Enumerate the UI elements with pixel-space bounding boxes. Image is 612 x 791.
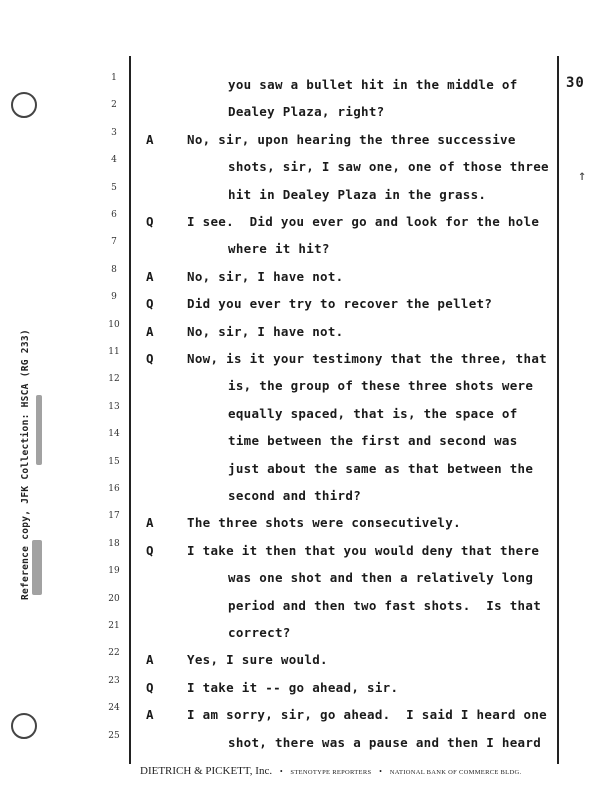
line-number: 7: [111, 237, 117, 247]
right-margin-rule: [557, 56, 559, 764]
speaker-label: Q: [146, 680, 154, 695]
speaker-label: Q: [146, 543, 154, 558]
transcript-line: shot, there was a pause and then I heard: [228, 735, 542, 750]
line-number: 22: [108, 648, 120, 658]
line-number: 18: [108, 539, 120, 549]
speaker-label: Q: [146, 214, 154, 229]
transcript-line: second and third?: [228, 488, 362, 503]
line-number: 19: [108, 566, 120, 576]
separator-dot: •: [279, 767, 283, 776]
line-number: 12: [108, 374, 120, 384]
transcript-line: Did you ever try to recover the pellet?: [187, 296, 493, 311]
transcript-line: I take it then that you would deny that there: [187, 543, 540, 558]
speaker-label: Q: [146, 351, 154, 366]
transcript-line: The three shots were consecutively.: [187, 515, 461, 530]
line-number: 13: [108, 402, 120, 412]
separator-dot: •: [379, 767, 382, 776]
speaker-label: A: [146, 269, 154, 284]
transcript-line: No, sir, I have not.: [187, 324, 344, 339]
transcript-line: No, sir, upon hearing the three successive: [187, 132, 516, 147]
line-number: 1: [111, 73, 117, 83]
line-number: 21: [108, 621, 120, 631]
transcript-line: No, sir, I have not.: [187, 269, 344, 284]
speaker-label: A: [146, 132, 154, 147]
transcript-line: you saw a bullet hit in the middle of: [228, 77, 518, 92]
line-number: 6: [111, 210, 117, 220]
reporter-footer: [140, 765, 560, 777]
line-number: 4: [111, 155, 117, 165]
transcript-line: I am sorry, sir, go ahead. I said I heard one: [187, 707, 547, 722]
punch-hole-icon: [11, 713, 37, 739]
line-number: 20: [108, 594, 120, 604]
line-number: 17: [108, 511, 120, 521]
speaker-label: A: [146, 324, 154, 339]
line-number: 23: [108, 676, 120, 686]
transcript-line: is, the group of these three shots were: [228, 378, 534, 393]
speaker-label: A: [146, 515, 154, 530]
line-number: 15: [108, 457, 120, 467]
transcript-line: I see. Did you ever go and look for the hole: [187, 214, 540, 229]
line-number: 24: [108, 703, 120, 713]
speaker-label: A: [146, 652, 154, 667]
line-number: 10: [108, 320, 120, 330]
archive-reference-note: Reference copy, JFK Collection: HSCA (RG 233): [20, 329, 31, 600]
transcript-line: equally spaced, that is, the space of: [228, 406, 518, 421]
left-margin-rule: [129, 56, 131, 764]
transcript-line: was one shot and then a relatively long: [228, 570, 534, 585]
page-number: 30: [566, 75, 585, 91]
transcript-line: where it hit?: [228, 241, 330, 256]
transcript-line: Now, is it your testimony that the three, that: [187, 351, 547, 366]
line-number: 3: [111, 128, 117, 138]
transcript-line: time between the first and second was: [228, 433, 518, 448]
transcript-line: hit in Dealey Plaza in the grass.: [228, 187, 487, 202]
punch-hole-icon: [11, 92, 37, 118]
transcript-line: I take it -- go ahead, sir.: [187, 680, 399, 695]
transcript-line: period and then two fast shots. Is that: [228, 598, 542, 613]
firm-service: STENOTYPE REPORTERS: [290, 769, 372, 776]
pencil-mark: ↑: [578, 168, 587, 184]
firm-name: DIETRICH & PICKETT, Inc.: [140, 765, 273, 777]
line-number: 2: [111, 100, 117, 110]
transcript-line: correct?: [228, 625, 291, 640]
line-number: 5: [111, 183, 117, 193]
speaker-label: A: [146, 707, 154, 722]
line-number: 14: [108, 429, 120, 439]
transcript-line: shots, sir, I saw one, one of those three: [228, 159, 549, 174]
line-number: 8: [111, 265, 117, 275]
scan-smudge: [32, 540, 42, 595]
speaker-label: Q: [146, 296, 154, 311]
line-number: 25: [108, 731, 120, 741]
firm-address: NATIONAL BANK OF COMMERCE BLDG.: [389, 769, 522, 776]
line-number: 16: [108, 484, 120, 494]
line-number: 11: [108, 347, 120, 357]
transcript-line: Yes, I sure would.: [187, 652, 328, 667]
line-number: 9: [111, 292, 117, 302]
transcript-line: just about the same as that between the: [228, 461, 534, 476]
scan-smudge: [36, 395, 42, 465]
transcript-line: Dealey Plaza, right?: [228, 104, 385, 119]
